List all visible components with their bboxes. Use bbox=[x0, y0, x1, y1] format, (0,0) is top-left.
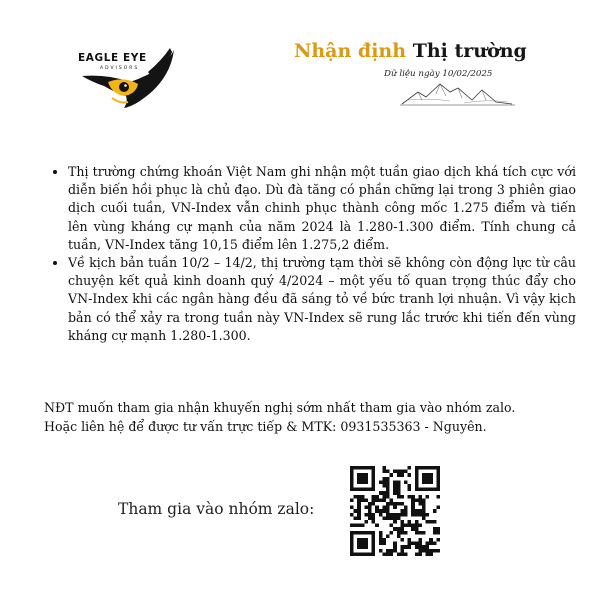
logo-title: EAGLE EYE bbox=[78, 52, 147, 64]
bullet-item: • Về kịch bản tuần 10/2 – 14/2, thị trường tạm thời sẽ không còn động lực từ câu chuyện kết quả kinh doanh quý 4/2024 – một yếu tố quan trọng thúc đẩy cho VN-Index khi các ngân hàng đều đã sáng tỏ về bức tranh lợi nhuận. Vì vậy kịch bản có thể xảy ra trong tuần này VN-Index sẽ rung lắc trước khi tiến đến vùng kháng cự mạnh 1.280-1.300. bbox=[68, 254, 576, 345]
bullet-item: • Thị trường chứng khoán Việt Nam ghi nhận một tuần giao dịch khá tích cực với diễn biến hồi phục là chủ đạo. Dù đà tăng có phần chững lại trong 3 phiên giao dịch cuối tuần, VN-Index vẫn chinh phục thành công mốc 1.275 điểm và tiến lên vùng kháng cự mạnh của năm 2024 là 1.280-1.300 điểm. Tính chung cả tuần, VN-Index tăng 10,15 điểm lên 1.275,2 điểm. bbox=[68, 163, 576, 254]
data-date: Dữ liệu ngày 10/02/2025 bbox=[384, 69, 493, 79]
page-title-accent: Nhận định bbox=[294, 40, 407, 62]
logo-subtitle: ADVISORS bbox=[100, 66, 140, 71]
contact-note bbox=[44, 398, 584, 436]
eagle-eye-logo bbox=[78, 46, 178, 116]
page-title bbox=[294, 40, 527, 62]
zalo-label: Tham gia vào nhóm zalo: bbox=[118, 500, 315, 518]
mountains-sketch-icon bbox=[400, 78, 515, 108]
page-title-main: Thị trường bbox=[412, 40, 527, 62]
contact-line-2: Hoặc liên hệ để được tư vấn trực tiếp & MTK: 0931535363 - Nguyên. bbox=[44, 419, 487, 434]
analysis-bullets bbox=[52, 163, 576, 345]
qr-code-icon[interactable] bbox=[350, 466, 440, 556]
contact-line-1: NĐT muốn tham gia nhận khuyến nghị sớm nhất tham gia vào nhóm zalo. bbox=[44, 400, 516, 415]
